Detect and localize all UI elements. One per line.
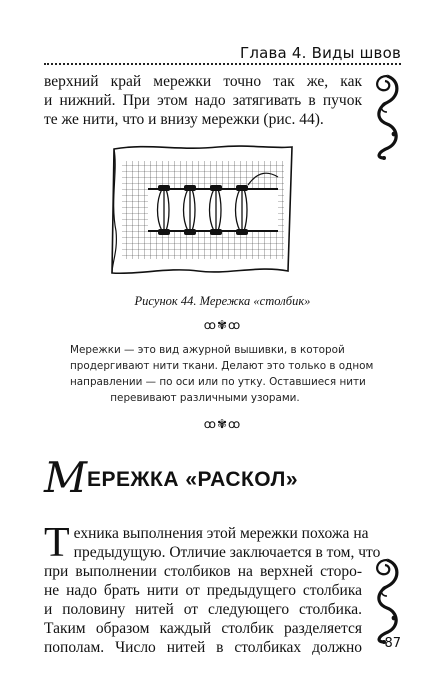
- note-box: [70, 342, 374, 406]
- note-line: продергивают нити ткани. Делают это только в одном: [70, 360, 374, 372]
- paragraph-main: [44, 520, 381, 657]
- divider-ornament-icon: ꝏ✾ꝏ: [203, 417, 242, 431]
- drop-cap: Т: [44, 520, 70, 566]
- figure-caption: Рисунок 44. Мережка «столбик»: [134, 294, 311, 308]
- section-title-text: ЕРЕЖКА «РАСКОЛ»: [87, 468, 299, 491]
- text-line: Таким образом каждый столбик разделяется: [44, 620, 362, 637]
- swirl-ornament-icon: [370, 72, 404, 162]
- running-header: Глава 4. Виды швов: [239, 44, 401, 62]
- header-dotted-rule: [44, 63, 401, 65]
- section-title: [44, 453, 299, 502]
- note-line: Мережки — это вид ажурной вышивки, в которой: [70, 344, 345, 356]
- text-line: пополам. Число нитей в столбиках должно: [44, 639, 362, 656]
- note-line: направлении — по оси или по утку. Оставшиеся нити: [70, 376, 366, 388]
- text-line: предыдущую. Отличие заключается в том, что: [73, 544, 381, 561]
- text-line: те же нити, что и внизу мережки (рис. 44).: [44, 111, 324, 128]
- text-line: верхний край мережки точно так же, как: [44, 73, 362, 90]
- text-line: ехника выполнения этой мережки похожа на: [73, 525, 369, 542]
- stitch-illustration: [108, 141, 298, 291]
- text-line: при выполнении столбиков на верхней сторо-: [44, 563, 362, 580]
- divider-ornament-icon: ꝏ✾ꝏ: [203, 318, 242, 332]
- text-line: и половину нитей от следующего столбика.: [44, 601, 362, 618]
- section-title-initial: М: [44, 453, 88, 502]
- note-line: перевивают различными узорами.: [110, 392, 300, 404]
- paragraph-continuation: [44, 72, 362, 129]
- page-number: 87: [384, 636, 401, 651]
- text-line: не надо брать нити от предыдущего столбика: [44, 582, 362, 599]
- text-line: и нижний. При этом надо затягивать в пучок: [44, 92, 362, 109]
- swirl-ornament-icon: [370, 556, 404, 646]
